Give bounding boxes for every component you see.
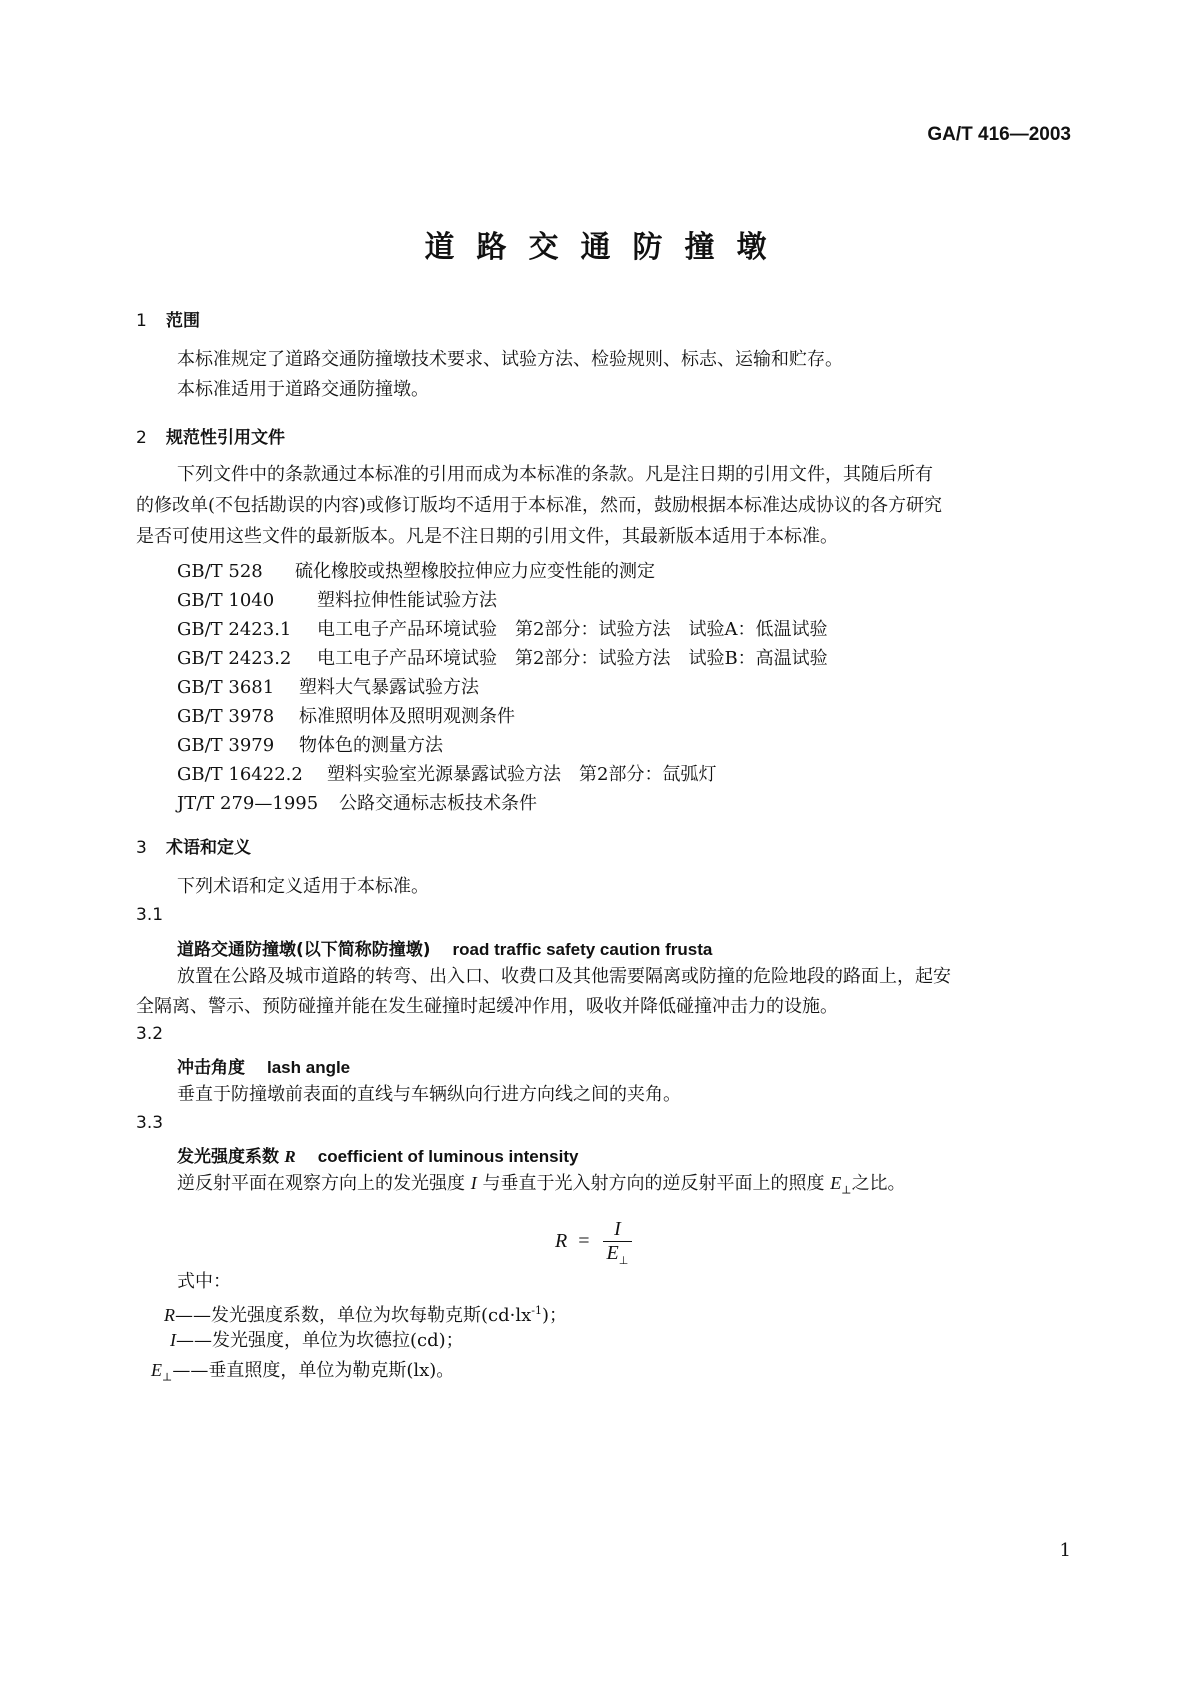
formula-denominator xyxy=(603,1242,633,1267)
reference-item xyxy=(177,586,497,612)
symbol-i: I xyxy=(470,1173,477,1193)
definition-text: 逆反射平面在观察方向上的发光强度 xyxy=(177,1173,465,1194)
section-1-heading xyxy=(136,306,200,331)
term-heading xyxy=(177,1053,350,1078)
reference-title: 物体色的测量方法 xyxy=(299,735,443,756)
standard-code: GA/T 416—2003 xyxy=(927,124,1071,145)
reference-code: GB/T 528 xyxy=(177,561,263,582)
reference-item xyxy=(177,615,827,641)
reference-title: 硫化橡胶或热塑橡胶拉伸应力应变性能的测定 xyxy=(295,561,655,582)
term-en: lash angle xyxy=(267,1058,351,1077)
reference-title: 公路交通标志板技术条件 xyxy=(339,793,537,814)
reference-code: JT/T 279—1995 xyxy=(177,793,319,814)
reference-code: GB/T 3979 xyxy=(177,735,275,756)
variable-tail: )； xyxy=(541,1305,568,1326)
reference-title: 塑料拉伸性能试验方法 xyxy=(317,590,497,611)
variable-symbol: R xyxy=(164,1305,175,1325)
paragraph: 本标准适用于道路交通防撞墩。 xyxy=(177,379,429,400)
paragraph-line: 的修改单(不包括勘误的内容)或修订版均不适用于本标准，然而，鼓励根据本标准达成协议的各方研究 xyxy=(136,495,943,516)
section-number: 3 xyxy=(136,838,147,858)
definition-line: 垂直于防撞墩前表面的直线与车辆纵向行进方向线之间的夹角。 xyxy=(177,1084,681,1105)
paragraph-line: 下列文件中的条款通过本标准的引用而成为本标准的条款。凡是注日期的引用文件，其随后所有 xyxy=(177,464,933,485)
variable-desc: ——垂直照度，单位为勒克斯(lx)。 xyxy=(172,1360,455,1381)
symbol-e: E xyxy=(830,1173,842,1193)
section-number: 1 xyxy=(136,311,147,331)
definition-line: 全隔离、警示、预防碰撞并能在发生碰撞时起缓冲作用，吸收并降低碰撞冲击力的设施。 xyxy=(136,996,838,1017)
section-title: 范围 xyxy=(166,311,200,331)
variable-symbol: E xyxy=(151,1360,162,1380)
section-title: 规范性引用文件 xyxy=(166,428,285,448)
formula-lhs: R xyxy=(555,1230,568,1253)
term-zh: 冲击角度 xyxy=(177,1058,245,1078)
definition-line: 放置在公路及城市道路的转弯、出入口、收费口及其他需要隔离或防撞的危险地段的路面上，起安 xyxy=(177,966,951,987)
definition-text: 之比。 xyxy=(851,1173,906,1194)
reference-item xyxy=(177,673,479,699)
variable-definition xyxy=(170,1325,464,1356)
clause-number: 3.1 xyxy=(136,905,164,925)
reference-item xyxy=(177,557,655,583)
term-heading xyxy=(177,935,712,960)
reference-code: GB/T 1040 xyxy=(177,590,275,611)
reference-item xyxy=(177,789,537,815)
formula-fraction xyxy=(603,1218,633,1267)
section-2-heading xyxy=(136,423,285,448)
reference-title: 电工电子产品环境试验 第2部分：试验方法 试验B：高温试验 xyxy=(317,648,828,669)
clause-number: 3.2 xyxy=(136,1024,164,1044)
reference-code: GB/T 16422.2 xyxy=(177,764,303,785)
formula xyxy=(555,1218,632,1267)
paragraph: 下列术语和定义适用于本标准。 xyxy=(177,876,429,897)
definition-text: 与垂直于光入射方向的逆反射平面上的照度 xyxy=(482,1173,825,1194)
section-3-heading xyxy=(136,833,251,858)
variable-definition xyxy=(151,1355,454,1393)
section-number: 2 xyxy=(136,428,147,448)
section-title: 术语和定义 xyxy=(166,838,251,858)
reference-code: GB/T 2423.1 xyxy=(177,619,292,640)
formula-equals: = xyxy=(578,1230,590,1253)
reference-title: 塑料大气暴露试验方法 xyxy=(299,677,479,698)
reference-title: 塑料实验室光源暴露试验方法 第2部分：氙弧灯 xyxy=(327,764,717,785)
reference-title: 电工电子产品环境试验 第2部分：试验方法 试验A：低温试验 xyxy=(317,619,828,640)
formula-numerator: I xyxy=(603,1218,633,1242)
reference-code: GB/T 2423.2 xyxy=(177,648,292,669)
document-title: 道路交通防撞墩 xyxy=(424,230,789,265)
variable-desc: ——发光强度，单位为坎德拉(cd)； xyxy=(176,1330,464,1351)
term-en: road traffic safety caution frusta xyxy=(452,940,713,959)
variable-sup: -1 xyxy=(531,1304,542,1317)
definition-line xyxy=(177,1168,906,1206)
denominator-symbol: E xyxy=(606,1242,619,1264)
denominator-subscript: ⊥ xyxy=(618,1255,629,1267)
page-number: 1 xyxy=(1059,1540,1071,1561)
variable-desc: ——发光强度系数，单位为坎每勒克斯(cd·lx xyxy=(175,1305,532,1326)
symbol-subscript: ⊥ xyxy=(841,1183,852,1197)
reference-item xyxy=(177,644,828,670)
clause-number: 3.3 xyxy=(136,1113,164,1133)
paragraph: 本标准规定了道路交通防撞墩技术要求、试验方法、检验规则、标志、运输和贮存。 xyxy=(177,349,843,370)
term-en: coefficient of luminous intensity xyxy=(317,1147,579,1166)
reference-item xyxy=(177,760,716,786)
term-zh: 道路交通防撞墩(以下简称防撞墩) xyxy=(177,940,431,960)
reference-item xyxy=(177,702,515,728)
paragraph-line: 是否可使用这些文件的最新版本。凡是不注日期的引用文件，其最新版本适用于本标准。 xyxy=(136,526,838,547)
variable-sub: ⊥ xyxy=(162,1370,173,1384)
reference-item xyxy=(177,731,443,757)
reference-code: GB/T 3978 xyxy=(177,706,275,727)
where-label: 式中： xyxy=(177,1271,231,1292)
variable-symbol: I xyxy=(170,1330,176,1350)
term-symbol: R xyxy=(284,1147,296,1166)
reference-code: GB/T 3681 xyxy=(177,677,275,698)
reference-title: 标准照明体及照明观测条件 xyxy=(299,706,515,727)
term-heading xyxy=(177,1142,578,1167)
term-zh: 发光强度系数 xyxy=(177,1147,279,1167)
